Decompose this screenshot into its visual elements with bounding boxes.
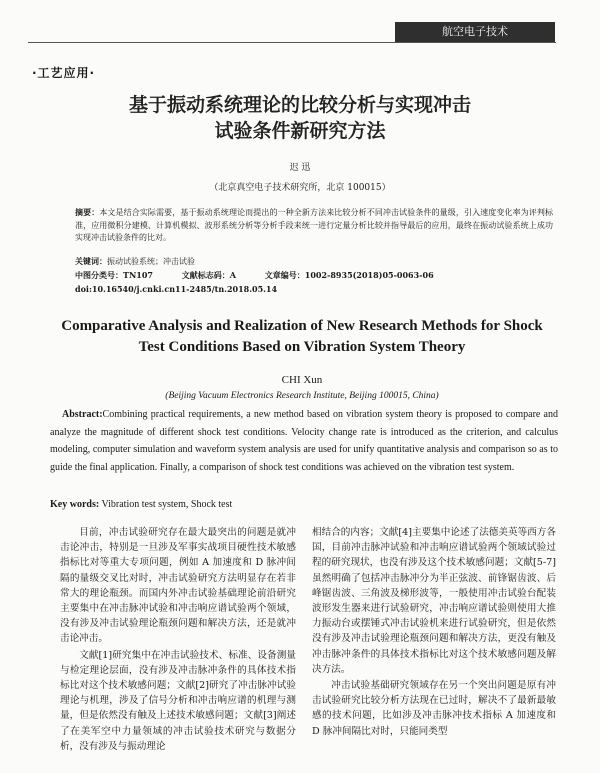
section-tag: ·工艺应用· — [32, 66, 96, 80]
classification-row — [75, 270, 460, 281]
english-title — [60, 316, 544, 358]
english-keywords — [50, 499, 232, 510]
english-keywords-text: Vibration test system, Shock test — [101, 499, 233, 510]
header-rule — [28, 42, 556, 43]
body-left-column — [60, 525, 296, 755]
english-abstract — [50, 406, 558, 476]
journal-header: 航空电子技术 — [395, 22, 555, 42]
chinese-keywords-text: 振动试验系统；冲击试验 — [107, 257, 195, 266]
english-abstract-text: Combining practical requirements, a new method based on vibration system theory is proposed to compare and analyze the magnitude of different shock test conditions. Velocity change rate is introduced as the criterion, and calculus modeling, computer simulation and waveform system analysis are used for unify quantitative analysis and comparison so as to guide the final application. Finally, a comparison of shock test conditions was achieved on the vibration test system. — [50, 409, 558, 473]
english-title-line-1: Comparative Analysis and Realization of New Research Methods for Shock — [61, 318, 543, 334]
doi: doi:10.16540/j.cnki.cn11-2485/tn.2018.05.14 — [75, 284, 278, 294]
chinese-author: 迟 迅 — [289, 163, 311, 173]
body-paragraph: 相结合的内容；文献[4]主要集中论述了法德美英等西方各国，目前冲击脉冲试验和冲击响应谱试验两个领域试验过程的研究现状，也没有涉及这个技术敏感问题；文献[5-7]虽然明确了包括冲击脉冲分为半正弦波、前锋锯齿波、后峰锯齿波、三角波及梯形波等，一般使用冲击试验台配装波形发生器来进行试验研究，冲击响应谱试验则使用大推力振动台或摆锤式冲击试验机来进行试验研究，但是依然没有涉及冲击试验理论瓶颈问题和解决方法，更没有触及冲击脉冲条件的具体技术指标比对这个技术敏感问题及解决方法。 — [312, 527, 556, 675]
article-number: 文章编号：1002-8935(2018)05-0063-06 — [264, 270, 434, 280]
chinese-affiliation: （北京真空电子技术研究所，北京 100015） — [209, 183, 391, 193]
english-affiliation: (Beijing Vacuum Electronics Research Institute, Beijing 100015, China) — [165, 391, 439, 401]
chinese-abstract — [75, 206, 553, 245]
english-author: CHI Xun — [281, 374, 323, 386]
english-title-line-2: Test Conditions Based on Vibration System Theory — [138, 339, 466, 355]
body-paragraph: 目前，冲击试验研究存在最大最突出的问题是就冲击论冲击，特别是一旦涉及军事实战项目硬性技术敏感指标比对等重大专项问题，例如 A 加速度和 D 脉冲间隔的量级交叉比对时，冲击试验研究方法明显存在若非常大的理论瓶颈。而国内外冲击试验基础理论前沿研究主要集中在冲击脉冲试验和冲击响应谱试验两个领域，没有涉及冲击试验理论瓶颈问题和解决方法，还是就冲击论冲击。 — [60, 527, 296, 645]
english-keywords-label: Key words: — [50, 499, 100, 510]
body-paragraph: 冲击试验基础研究领域存在另一个突出问题是原有冲击试验研究比较分析方法现在已过时，解决不了最新最敏感的技术问题，比如涉及冲击脉冲技术指标 A 加速度和 D 脉冲间隔比对时，只能同类型 — [312, 680, 556, 737]
chinese-abstract-text: 本文是结合实际需要，基于振动系统理论而提出的一种全新方法来比较分析不同冲击试验条件的量级，引入速度变化率为评判标准，应用微积分建模、计算机模拟、波形系统分析等分析手段来统一进行定量分析比较并指导最后的应用，最终在振动试验系统上成功实现冲击试验条件的比对。 — [75, 208, 553, 242]
class-number: 中图分类号：TN107 — [75, 270, 153, 280]
chinese-abstract-label: 摘要： — [75, 207, 100, 217]
chinese-title-line-1: 基于振动系统理论的比较分析与实现冲击 — [128, 94, 471, 116]
chinese-keywords-label: 关键词： — [75, 256, 107, 266]
chinese-keywords — [75, 256, 195, 267]
document-code: 文献标志码：A — [181, 270, 236, 280]
english-abstract-label: Abstract: — [62, 409, 103, 420]
chinese-title — [60, 92, 540, 144]
body-paragraph: 文献[1]研究集中在冲击试验技术、标准、设备测量与检定理论层面，没有涉及冲击脉冲条件的具体技术指标比对这个技术敏感问题；文献[2]研究了冲击脉冲试验理论与机理，涉及了信号分析和冲击响应谱的机理与测量，但是依然没有触及上述技术敏感问题；文献[3]阐述了在美军空中力量领域的冲击试验技术研究与数据分析，没有涉及与振动理论 — [60, 649, 296, 752]
chinese-title-line-2: 试验条件新研究方法 — [214, 120, 386, 142]
body-right-column — [312, 525, 556, 740]
